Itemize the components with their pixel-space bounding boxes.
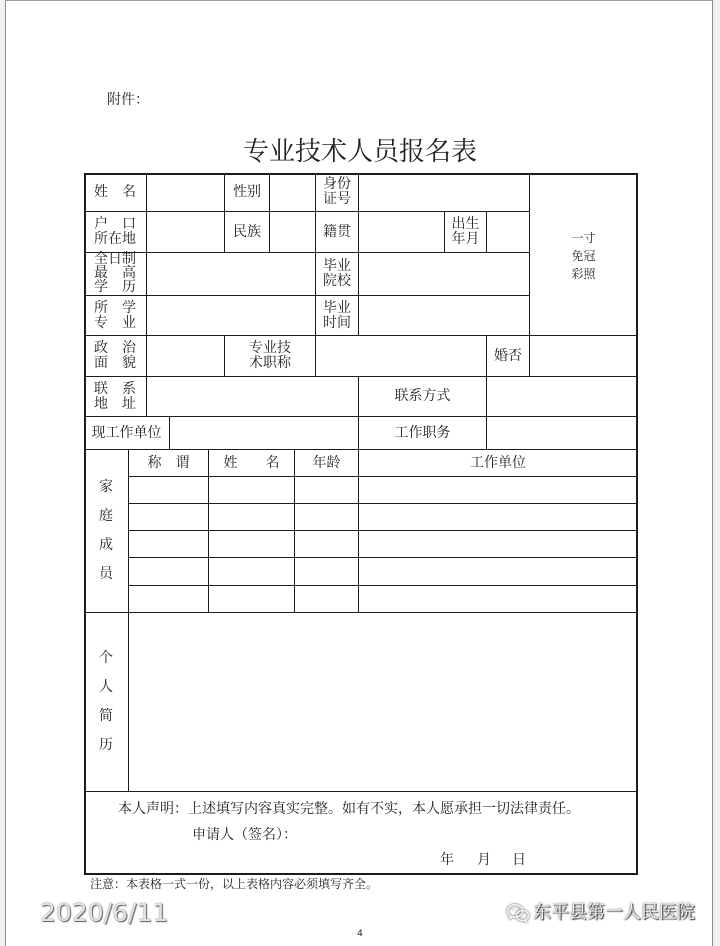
- contact-value-cell: [487, 377, 638, 417]
- address-label: 联 系 地 址: [84, 377, 147, 417]
- political-status-value-cell: [147, 336, 225, 377]
- hukou-label: 户 口 所在地: [84, 212, 147, 253]
- family-name-cell: [209, 504, 295, 531]
- birth-date-value-cell: [487, 212, 530, 253]
- marital-status-label: 婚否: [487, 336, 530, 377]
- family-employer-cell: [359, 531, 638, 558]
- id-number-value-cell: [359, 173, 530, 212]
- family-member-row: [129, 558, 638, 586]
- family-relation-cell: [129, 477, 209, 504]
- family-age-cell: [295, 504, 359, 531]
- school-label: 毕业 院校: [316, 253, 359, 296]
- family-member-row: [129, 586, 638, 613]
- account-watermark: 东平县第一人民医院: [533, 902, 695, 923]
- name-label: 姓 名: [84, 173, 147, 212]
- family-name-cell: [209, 531, 295, 558]
- contact-label: 联系方式: [359, 377, 487, 417]
- page-number: 4: [357, 929, 363, 939]
- family-name-cell: [209, 477, 295, 504]
- family-employer-cell: [359, 477, 638, 504]
- date-year-label: 年: [440, 853, 454, 868]
- family-relation-cell: [129, 586, 209, 613]
- family-header-age: 年龄: [295, 450, 359, 477]
- id-number-label: 身份 证号: [316, 173, 359, 212]
- native-place-label: 籍贯: [316, 212, 359, 253]
- family-age-cell: [295, 558, 359, 586]
- family-name-cell: [209, 586, 295, 613]
- birth-date-label: 出生 年月: [445, 212, 487, 253]
- date-day-label: 日: [512, 853, 526, 868]
- family-members-label: 家 庭 成 员: [84, 450, 129, 613]
- position-label: 工作职务: [359, 417, 487, 450]
- hukou-value-cell: [147, 212, 225, 253]
- registration-table: [84, 173, 638, 875]
- resume-content-cell: [129, 613, 638, 792]
- wechat-icon: [506, 903, 530, 923]
- photo-hatless-text: 免冠: [571, 249, 596, 263]
- gender-value-cell: [270, 173, 316, 212]
- employer-value-cell: [170, 417, 359, 450]
- position-value-cell: [487, 417, 638, 450]
- name-value-cell: [147, 173, 225, 212]
- family-employer-cell: [359, 558, 638, 586]
- major-value-cell: [147, 296, 316, 336]
- family-member-row: [129, 531, 638, 558]
- school-value-cell: [359, 253, 530, 296]
- form-note: 注意：本表格一式一份，以上表格内容必须填写齐全。: [90, 877, 379, 891]
- form-title: 专业技术人员报名表: [242, 137, 477, 166]
- graduation-date-value-cell: [359, 296, 530, 336]
- address-value-cell: [147, 377, 359, 417]
- family-relation-cell: [129, 531, 209, 558]
- photo-cell: [530, 173, 638, 336]
- applicant-signature-label: 申请人（签名）：: [192, 828, 297, 843]
- family-name-cell: [209, 558, 295, 586]
- family-relation-cell: [129, 558, 209, 586]
- family-member-row: [129, 477, 638, 504]
- family-member-row: [129, 504, 638, 531]
- declaration-section: [84, 792, 638, 875]
- graduation-date-label: 毕业 时间: [316, 296, 359, 336]
- ethnicity-value-cell: [270, 212, 316, 253]
- marital-status-value-cell: [530, 336, 638, 377]
- resume-label: 个 人 简 历: [84, 613, 129, 792]
- date-month-label: 月: [477, 853, 491, 868]
- gender-label: 性别: [225, 173, 270, 212]
- declaration-statement: 本人声明：上述填写内容真实完整。如有不实，本人愿承担一切法律责任。: [118, 802, 580, 817]
- major-label: 所 学 专 业: [84, 296, 147, 336]
- date-timestamp: 2020/6/11: [40, 898, 169, 927]
- family-age-cell: [295, 477, 359, 504]
- family-header-relation: 称 谓: [129, 450, 209, 477]
- photo-size-text: 一寸: [571, 231, 596, 245]
- professional-title-value-cell: [316, 336, 487, 377]
- family-header-employer: 工作单位: [359, 450, 638, 477]
- professional-title-label: 专业技 术职称: [225, 336, 316, 377]
- family-age-cell: [295, 531, 359, 558]
- employer-label: 现工作单位: [84, 417, 170, 450]
- ethnicity-label: 民族: [225, 212, 270, 253]
- education-label: 全日制 最 高 学 历: [84, 253, 147, 296]
- education-value-cell: [147, 253, 316, 296]
- family-header-name: 姓 名: [209, 450, 295, 477]
- family-employer-cell: [359, 586, 638, 613]
- family-employer-cell: [359, 504, 638, 531]
- family-header-row: [129, 450, 638, 477]
- family-age-cell: [295, 586, 359, 613]
- photo-color-text: 彩照: [571, 267, 596, 281]
- family-relation-cell: [129, 504, 209, 531]
- political-status-label: 政 治 面 貌: [84, 336, 147, 377]
- native-place-value-cell: [359, 212, 445, 253]
- attachment-label: 附件：: [107, 93, 149, 108]
